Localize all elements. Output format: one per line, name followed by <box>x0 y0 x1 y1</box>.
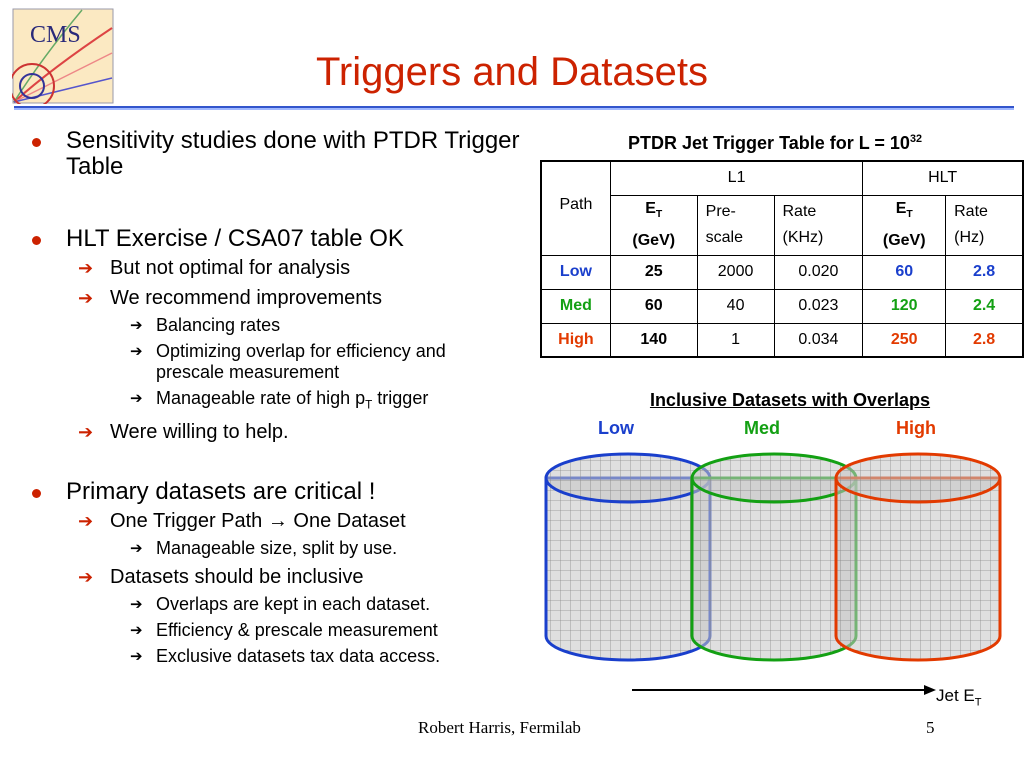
item-optimizing-overlap: ➔ Optimizing overlap for efficiency and prescale measurement <box>130 341 446 382</box>
bullet-sensitivity: Sensitivity studies done with PTDR Trigger Table <box>26 128 536 180</box>
cylinder-med <box>692 454 856 660</box>
bullet-list <box>26 128 526 667</box>
item-manageable-size: ➔ Manageable size, split by use. <box>130 537 398 558</box>
arrow-icon: ➔ <box>130 539 143 557</box>
col-l1: L1 <box>610 161 862 195</box>
arrow-icon: ➔ <box>130 595 143 613</box>
cylinder-low <box>546 454 710 660</box>
cylinder-high <box>836 454 1000 660</box>
item-manageable-rate: ➔ Manageable rate of high $p_T$ trigger <box>130 388 429 412</box>
sub-bullet-inclusive: ➔ Datasets should be inclusive <box>78 565 364 588</box>
jet-et-axis <box>632 685 936 695</box>
table-row-low: Low 25 2000 0.020 60 2.8 <box>541 255 1023 289</box>
logo-text: CMS <box>30 22 81 48</box>
bullet-dot <box>32 489 41 498</box>
table-header-row <box>541 161 1023 195</box>
table-row-med: Med 60 40 0.023 120 2.4 <box>541 289 1023 323</box>
arrow-icon: ➔ <box>78 288 94 308</box>
bullet-dot <box>32 138 41 147</box>
page-number: 5 <box>926 718 935 737</box>
col-hlt: HLT <box>863 161 1023 195</box>
sub-bullet-one-path: ➔ One Trigger Path → One Dataset <box>78 509 406 532</box>
col-l1-et: $E_T$ (GeV) <box>610 195 697 255</box>
item-overlaps-kept: ➔ Overlaps are kept in each dataset. <box>130 593 431 614</box>
col-hlt-rate: Rate (Hz) <box>946 195 1023 255</box>
label-med: Med <box>744 418 780 438</box>
datasets-diagram <box>520 440 1020 700</box>
label-low: Low <box>598 418 634 438</box>
sub-bullet-recommend: ➔ We recommend improvements <box>78 287 382 309</box>
col-hlt-et: $E_T$ (GeV) <box>863 195 946 255</box>
trigger-table <box>540 160 1024 358</box>
col-path: Path <box>541 161 610 255</box>
right-arrow-icon: → <box>267 509 288 532</box>
title-divider <box>14 106 1014 110</box>
arrow-icon: ➔ <box>130 647 143 665</box>
table-title: PTDR Jet Trigger Table for $L = 10^{32}$ <box>628 133 922 153</box>
table-subheader-row <box>541 195 1023 255</box>
table-row-high: High 140 1 0.034 250 2.8 <box>541 323 1023 357</box>
bullet-primary-datasets: Primary datasets are critical ! <box>26 479 526 505</box>
arrow-icon: ➔ <box>78 258 94 278</box>
arrow-icon: ➔ <box>130 621 143 639</box>
col-prescale: Pre- scale <box>697 195 774 255</box>
arrow-icon: ➔ <box>130 343 143 360</box>
bullet-hlt-exercise: HLT Exercise / CSA07 table OK <box>26 226 526 252</box>
item-exclusive-tax: ➔ Exclusive datasets tax data access. <box>130 645 441 666</box>
page-title: Triggers and Datasets <box>315 50 709 94</box>
item-balancing-rates: ➔ Balancing rates <box>130 315 281 335</box>
arrow-icon: ➔ <box>130 317 143 334</box>
bullet-dot <box>32 236 41 245</box>
axis-label-jet-et: Jet $E_T$ <box>936 686 982 709</box>
arrow-icon: ➔ <box>78 421 94 442</box>
arrow-icon: ➔ <box>130 390 143 407</box>
item-efficiency-prescale: ➔ Efficiency & prescale measurement <box>130 619 438 640</box>
footer-author: Robert Harris, Fermilab <box>418 718 581 737</box>
col-l1-rate: Rate (KHz) <box>774 195 863 255</box>
arrow-icon: ➔ <box>78 566 94 587</box>
label-high: High <box>896 418 936 438</box>
datasets-title: Inclusive Datasets with Overlaps <box>649 390 931 410</box>
arrow-icon: ➔ <box>78 510 94 531</box>
sub-bullet-willing: ➔ Were willing to help. <box>78 420 289 443</box>
sub-bullet-not-optimal: ➔ But not optimal for analysis <box>78 257 351 279</box>
